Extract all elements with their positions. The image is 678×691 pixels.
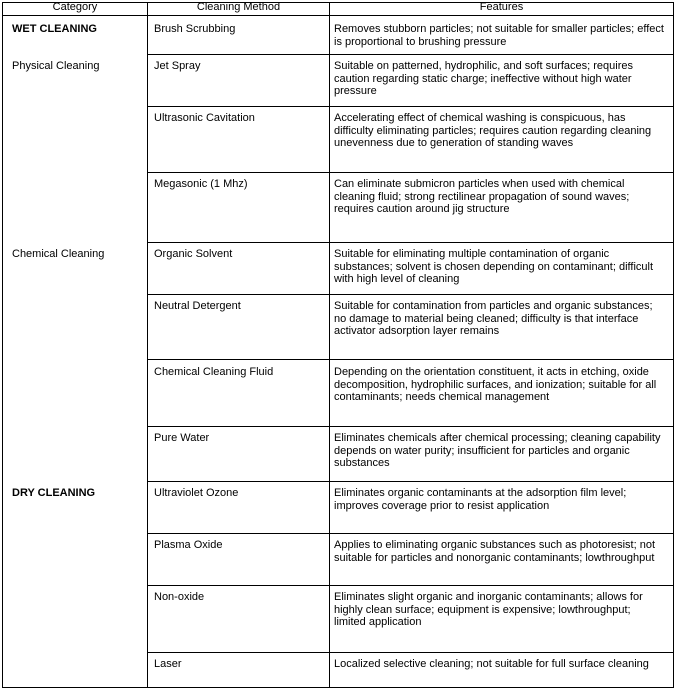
features-cell: Accelerating effect of chemical washing is conspicuous, has difficulty eliminating particles; requires caution regarding cleaning unevenness due to generation of standing waves	[334, 112, 652, 150]
method-cell: Organic Solvent	[154, 248, 233, 260]
row-divider	[147, 426, 674, 427]
method-cell: Ultraviolet Ozone	[154, 487, 239, 499]
header-cleaning-method: Cleaning Method	[196, 1, 281, 13]
table-border-bottom	[2, 687, 674, 688]
category-wet-cleaning: WET CLEANING	[12, 23, 97, 35]
method-cell: Laser	[154, 658, 182, 670]
features-cell: Suitable for contamination from particles and organic substances; no damage to material being cleaned; difficulty is that interface activator adsorption layer remains	[334, 300, 653, 338]
row-divider	[147, 481, 674, 482]
row-divider	[147, 359, 674, 360]
method-cell: Pure Water	[154, 432, 210, 444]
features-cell: Suitable on patterned, hydrophilic, and soft surfaces; requires caution regarding static charge; ineffective without high water pressure	[334, 60, 634, 98]
header-divider	[2, 15, 674, 16]
header-category: Category	[52, 1, 98, 13]
features-cell: Can eliminate submicron particles when used with chemical cleaning fluid; strong rectilinear propagation of sound waves; requires caution around jig structure	[334, 178, 630, 216]
method-cell: Ultrasonic Cavitation	[154, 112, 255, 124]
method-cell: Megasonic (1 Mhz)	[154, 178, 248, 190]
table-border-left	[2, 2, 3, 687]
method-cell: Jet Spray	[154, 60, 201, 72]
features-cell: Localized selective cleaning; not suitable for full surface cleaning	[334, 658, 649, 670]
features-cell: Eliminates chemicals after chemical processing; cleaning capability depends on water purity; insufficient for particles and organic substances	[334, 432, 661, 470]
row-divider	[147, 172, 674, 173]
features-cell: Eliminates slight organic and inorganic contaminants; allows for highly clean surface; equipment is expensive; lowthroughput; limited application	[334, 591, 643, 629]
category-physical-cleaning: Physical Cleaning	[12, 60, 100, 72]
row-divider	[147, 585, 674, 586]
method-cell: Non-oxide	[154, 591, 205, 603]
features-cell: Suitable for eliminating multiple contamination of organic substances; solvent is chosen depending on contaminant; difficult with high level of cleaning	[334, 248, 653, 286]
row-divider	[147, 533, 674, 534]
category-dry-cleaning: DRY CLEANING	[12, 487, 96, 499]
method-cell: Neutral Detergent	[154, 300, 241, 312]
method-cell: Chemical Cleaning Fluid	[154, 366, 274, 378]
method-cell: Plasma Oxide	[154, 539, 223, 551]
category-chemical-cleaning: Chemical Cleaning	[12, 248, 105, 260]
features-cell: Removes stubborn particles; not suitable for smaller particles; effect is proportional to brushing pressure	[334, 23, 664, 48]
header-features: Features	[479, 1, 524, 13]
features-cell: Depending on the orientation constituent, it acts in etching, oxide decomposition, hydrophilic surfaces, and ionization; suitable for all contaminants; needs chemical management	[334, 366, 657, 404]
method-cell: Brush Scrubbing	[154, 23, 236, 35]
row-divider	[147, 242, 674, 243]
row-divider	[147, 294, 674, 295]
features-cell: Eliminates organic contaminants at the adsorption film level; improves coverage prior to resist application	[334, 487, 627, 512]
row-divider	[147, 652, 674, 653]
row-divider	[147, 54, 674, 55]
row-divider	[147, 106, 674, 107]
features-cell: Applies to eliminating organic substances such as photoresist; not suitable for particles and nonorganic contaminants; lowthroughput	[334, 539, 656, 564]
